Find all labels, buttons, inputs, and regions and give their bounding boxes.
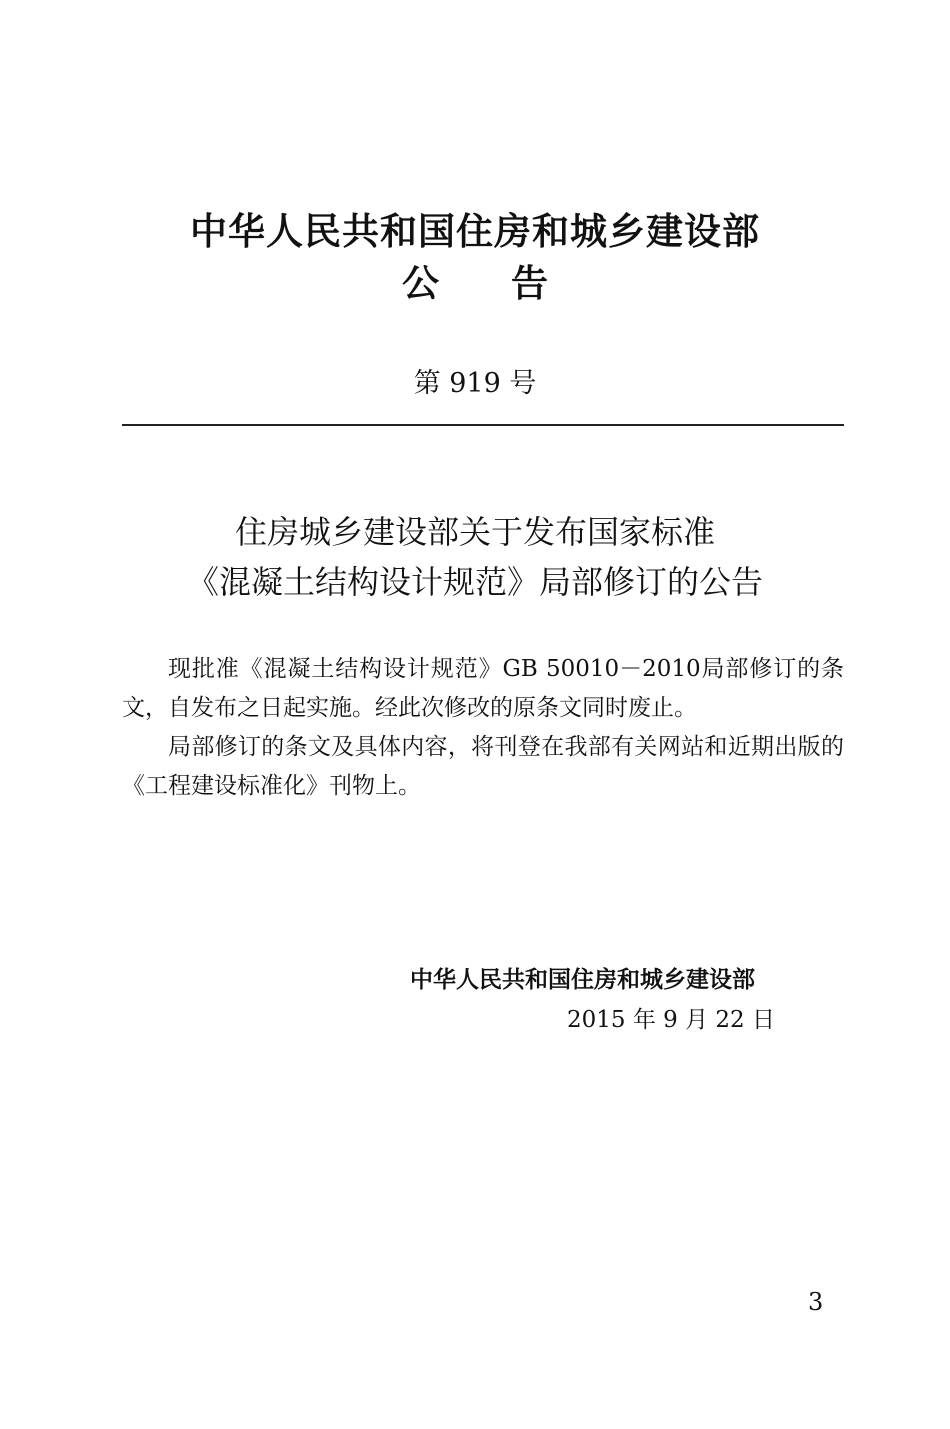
- notice-subject: [0, 507, 950, 607]
- notice-body: [122, 650, 844, 806]
- subject-line-1: 住房城乡建设部关于发布国家标准: [234, 513, 715, 551]
- body-paragraph-1: 现批准《混凝土结构设计规范》GB 50010－2010局部修订的条文，自发布之日起实施。经此次修改的原条文同时废止。: [122, 656, 844, 721]
- ministry-title: 中华人民共和国住房和城乡建设部: [190, 210, 760, 253]
- body-paragraph-2: 局部修订的条文及具体内容，将刊登在我部有关网站和近期出版的《工程建设标准化》刊物上。: [122, 734, 844, 799]
- notice-number: 第 919 号: [413, 368, 537, 399]
- sign-date: 2015 年 9 月 22 日: [567, 1007, 775, 1033]
- notice-label: 公告: [402, 262, 620, 305]
- subject-line-2: 《混凝土结构设计规范》局部修订的公告: [186, 563, 763, 601]
- signatory: 中华人民共和国住房和城乡建设部: [410, 967, 755, 993]
- header-divider: [122, 424, 844, 426]
- page-number: 3: [808, 1288, 824, 1316]
